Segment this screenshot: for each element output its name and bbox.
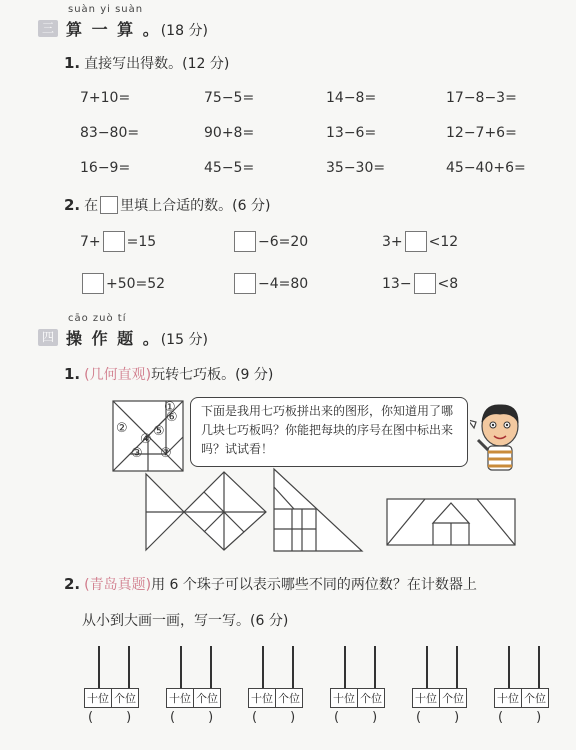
fill-item bbox=[80, 231, 156, 252]
section3-title-text: 算 一 算 。 bbox=[66, 20, 161, 39]
op1-heading bbox=[64, 364, 273, 384]
tens-label: 十位 bbox=[251, 692, 273, 705]
tangram-fish-shape bbox=[144, 470, 268, 552]
place-value-label bbox=[330, 688, 385, 708]
calc-item: 16−9= bbox=[80, 160, 131, 176]
op2-source: (青岛真题) bbox=[84, 577, 152, 593]
abacus-counter[interactable] bbox=[84, 646, 144, 736]
ones-label: 个位 bbox=[357, 689, 384, 707]
calc-item: 35−30= bbox=[326, 160, 386, 176]
tens-label: 十位 bbox=[415, 692, 437, 705]
tangram-label-5: ⑤ bbox=[153, 424, 165, 439]
section3-score: (18 分) bbox=[160, 23, 208, 39]
fill-item bbox=[382, 273, 458, 294]
tens-rod[interactable] bbox=[98, 646, 100, 688]
calc-item: 90+8= bbox=[204, 125, 255, 141]
ones-rod[interactable] bbox=[456, 646, 458, 688]
place-value-label bbox=[166, 688, 221, 708]
fill-item-prefix: 13− bbox=[382, 275, 412, 292]
answer-box[interactable] bbox=[234, 273, 256, 294]
tangram-label-4: ④ bbox=[140, 432, 152, 447]
tangram-label-1: ① bbox=[164, 400, 176, 415]
calc-item: 14−8= bbox=[326, 90, 377, 106]
calc-item: 13−6= bbox=[326, 125, 377, 141]
tangram-label-2: ② bbox=[116, 421, 128, 436]
fill-item-suffix: <8 bbox=[437, 275, 459, 292]
ones-rod[interactable] bbox=[374, 646, 376, 688]
ones-label: 个位 bbox=[521, 689, 548, 707]
fill-item-suffix: +50=52 bbox=[106, 275, 166, 292]
op2-line2: 从小到大画一画，写一写。(6 分) bbox=[82, 613, 289, 629]
q1-title: 直接写出得数。(12 分) bbox=[84, 56, 230, 72]
tens-label: 十位 bbox=[333, 692, 355, 705]
fill-item-suffix: −4=80 bbox=[258, 275, 309, 292]
q2-number: 2. bbox=[64, 196, 81, 214]
calc-item: 7+10= bbox=[80, 90, 131, 106]
answer-parentheses[interactable]: ( ) bbox=[498, 710, 542, 725]
fill-item-prefix: 7+ bbox=[80, 233, 101, 250]
fill-item-suffix: =15 bbox=[126, 233, 157, 250]
ones-rod[interactable] bbox=[128, 646, 130, 688]
section3-number-badge: 三 bbox=[38, 20, 58, 37]
op1-number: 1. bbox=[64, 365, 81, 383]
answer-box[interactable] bbox=[82, 273, 104, 294]
section4-number-badge: 四 bbox=[38, 329, 58, 346]
abacus-counter[interactable] bbox=[494, 646, 554, 736]
section4-title-text: 操 作 题 。 bbox=[66, 329, 161, 348]
q1-number: 1. bbox=[64, 54, 81, 72]
answer-box-sample bbox=[100, 196, 118, 214]
q2-title-before: 在 bbox=[84, 198, 99, 214]
fill-item bbox=[232, 231, 308, 252]
fill-item-suffix: <12 bbox=[428, 233, 459, 250]
fill-item bbox=[80, 273, 165, 294]
abacus-counter[interactable] bbox=[248, 646, 308, 736]
ones-label: 个位 bbox=[111, 689, 138, 707]
ones-label: 个位 bbox=[275, 689, 302, 707]
abacus-counter[interactable] bbox=[330, 646, 390, 736]
answer-parentheses[interactable]: ( ) bbox=[416, 710, 460, 725]
answer-parentheses[interactable]: ( ) bbox=[170, 710, 214, 725]
tens-rod[interactable] bbox=[426, 646, 428, 688]
ones-rod[interactable] bbox=[292, 646, 294, 688]
calc-item: 45−40+6= bbox=[446, 160, 526, 176]
calc-item: 75−5= bbox=[204, 90, 255, 106]
fill-item-prefix: 3+ bbox=[382, 233, 403, 250]
q2-heading bbox=[64, 195, 270, 215]
op2-number: 2. bbox=[64, 575, 81, 593]
speech-bubble: 下面是我用七巧板拼出来的图形，你知道用了哪几块七巧板吗？你能把每块的序号在图中标出来吗？试试看！ bbox=[190, 397, 468, 467]
fill-item-suffix: −6=20 bbox=[258, 233, 309, 250]
op1-title: 玩转七巧板。(9 分) bbox=[151, 367, 274, 383]
ones-rod[interactable] bbox=[538, 646, 540, 688]
tangram-triangle-shape bbox=[272, 467, 364, 553]
op2-line1: 用 6 个珠子可以表示哪些不同的两位数？在计数器上 bbox=[151, 577, 477, 593]
tens-label: 十位 bbox=[169, 692, 191, 705]
fill-item bbox=[382, 231, 458, 252]
answer-box[interactable] bbox=[103, 231, 125, 252]
section3-pinyin: suàn yi suàn bbox=[68, 4, 144, 15]
tens-rod[interactable] bbox=[508, 646, 510, 688]
q1-heading bbox=[64, 53, 229, 73]
cartoon-boy-illustration bbox=[470, 400, 530, 475]
place-value-label bbox=[412, 688, 467, 708]
answer-box[interactable] bbox=[405, 231, 427, 252]
tens-rod[interactable] bbox=[344, 646, 346, 688]
fill-item bbox=[232, 273, 308, 294]
tens-label: 十位 bbox=[497, 692, 519, 705]
answer-box[interactable] bbox=[414, 273, 436, 294]
place-value-label bbox=[84, 688, 139, 708]
place-value-label bbox=[494, 688, 549, 708]
answer-parentheses[interactable]: ( ) bbox=[334, 710, 378, 725]
tens-label: 十位 bbox=[87, 692, 109, 705]
section4-pinyin: cāo zuò tí bbox=[68, 313, 127, 324]
abacus-counter[interactable] bbox=[166, 646, 226, 736]
tangram-label-6: ⑥ bbox=[166, 410, 178, 425]
q2-title-after: 里填上合适的数。(6 分) bbox=[120, 198, 271, 214]
tens-rod[interactable] bbox=[262, 646, 264, 688]
calc-item: 17−8−3= bbox=[446, 90, 517, 106]
tangram-label-3: ③ bbox=[131, 446, 143, 461]
section4-title bbox=[66, 326, 208, 349]
tangram-house-shape bbox=[385, 497, 517, 547]
section3-title bbox=[66, 17, 208, 40]
place-value-label bbox=[248, 688, 303, 708]
calc-item: 45−5= bbox=[204, 160, 255, 176]
calc-item: 12−7+6= bbox=[446, 125, 517, 141]
answer-box[interactable] bbox=[234, 231, 256, 252]
calc-item: 83−80= bbox=[80, 125, 140, 141]
abacus-counter[interactable] bbox=[412, 646, 472, 736]
tens-rod[interactable] bbox=[180, 646, 182, 688]
answer-parentheses[interactable]: ( ) bbox=[252, 710, 296, 725]
ones-label: 个位 bbox=[439, 689, 466, 707]
op1-source: (几何直观) bbox=[84, 367, 152, 383]
answer-parentheses[interactable]: ( ) bbox=[88, 710, 132, 725]
ones-label: 个位 bbox=[193, 689, 220, 707]
ones-rod[interactable] bbox=[210, 646, 212, 688]
tangram-label-7: ⑦ bbox=[160, 446, 172, 461]
op2-heading bbox=[64, 574, 564, 594]
section4-score: (15 分) bbox=[160, 332, 208, 348]
